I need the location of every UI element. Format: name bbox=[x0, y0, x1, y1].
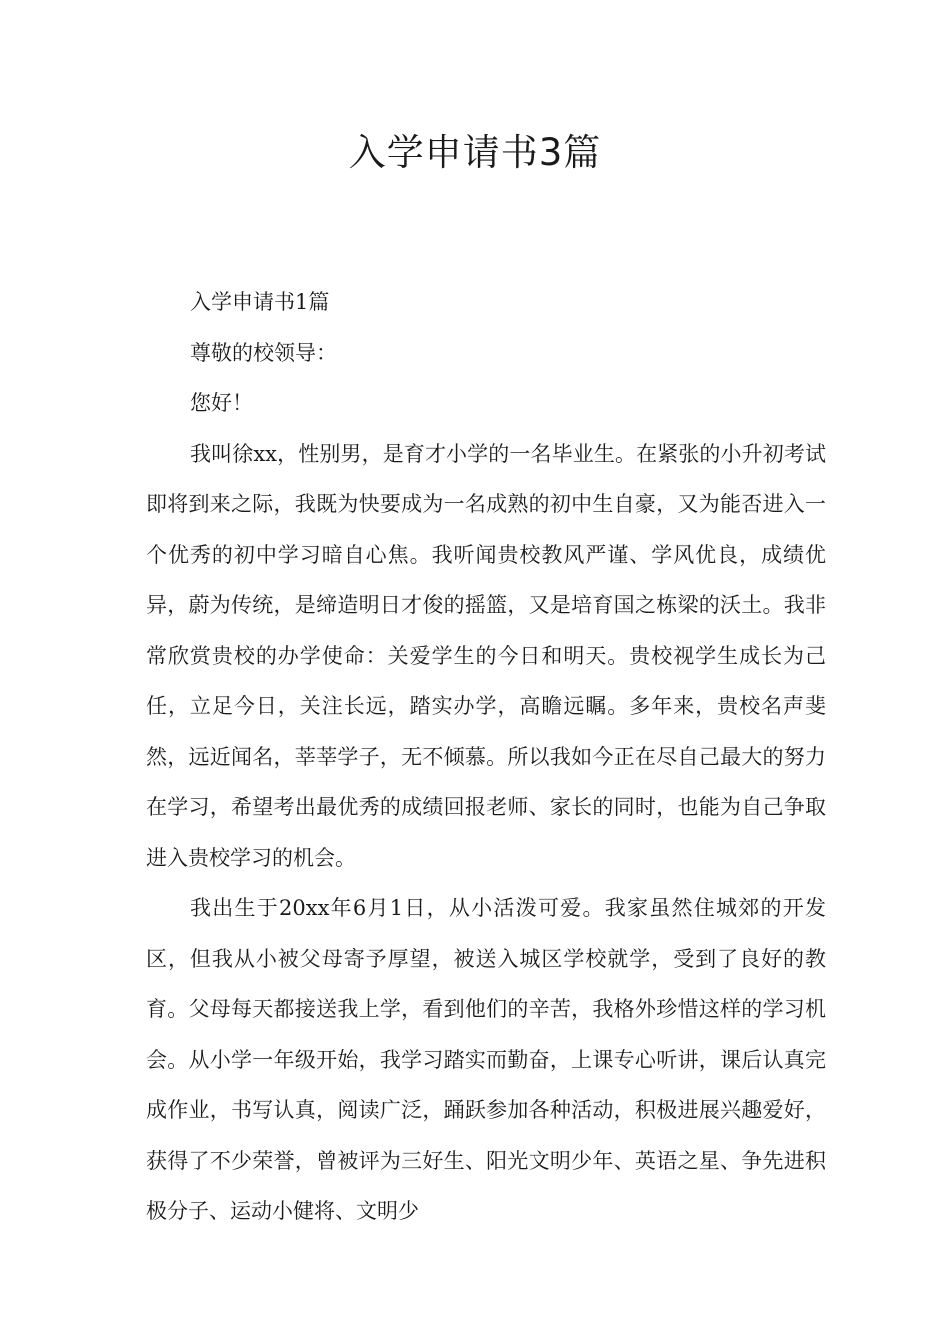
document-title: 入学申请书3篇 bbox=[348, 131, 602, 174]
document-body bbox=[146, 277, 826, 1237]
paragraph-salutation: 尊敬的校领导： bbox=[190, 340, 337, 365]
paragraph-heading: 入学申请书1篇 bbox=[190, 290, 330, 314]
paragraph-greeting: 您好！ bbox=[190, 391, 253, 415]
paragraph-background: 我出生于20xx年6月1日，从小活泼可爱。我家虽然住城郊的开发区，但我从小被父母寄予厚望，被送入城区学校就学，受到了良好的教育。父母每天都接送我上学，看到他们的辛苦，我格外珍惜这样的学习机会。从小学一年级开始，我学习踏实而勤奋，上课专心听讲，课后认真完成作业，书写认真，阅读广泛，踊跃参加各种活动，积极进展兴趣爱好，获得了不少荣誉，曾被评为三好生、阳光文明少年、英语之星、争先进积极分子、运动小健将、文明少 bbox=[146, 896, 826, 1223]
paragraph-introduction: 我叫徐xx，性别男，是育才小学的一名毕业生。在紧张的小升初考试即将到来之际，我既为快要成为一名成熟的初中生自豪，又为能否进入一个优秀的初中学习暗自心焦。我听闻贵校教风严谨、学风优良，成绩优异，蔚为传统，是缔造明日才俊的摇篮，又是培育国之栋梁的沃土。我非常欣赏贵校的办学使命：关爱学生的今日和明天。贵校视学生成长为己任，立足今日，关注长远，踏实办学，高瞻远瞩。多年来，贵校名声斐然，远近闻名，莘莘学子，无不倾慕。所以我如今正在尽自己最大的努力在学习，希望考出最优秀的成绩回报老师、家长的同时，也能为自己争取进入贵校学习的机会。 bbox=[146, 441, 826, 870]
